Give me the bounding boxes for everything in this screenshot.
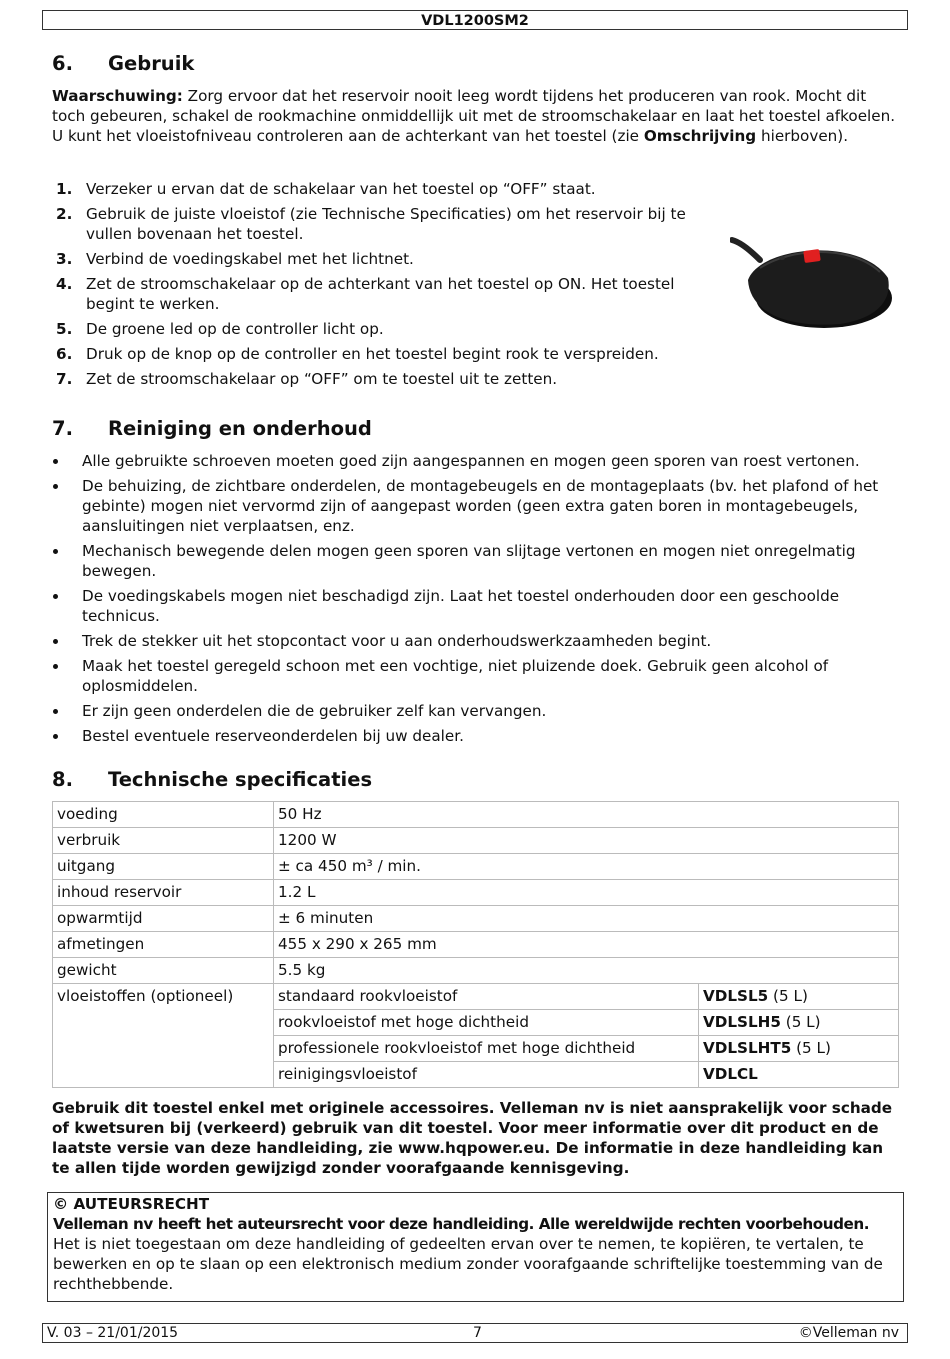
fluid-size: (5 L) <box>768 987 808 1005</box>
spec-label: afmetingen <box>53 932 274 958</box>
list-item <box>52 586 902 626</box>
spec-value: 455 x 290 x 265 mm <box>274 932 899 958</box>
spec-value: 1200 W <box>274 828 899 854</box>
fluid-code: VDLSLHT5 <box>703 1039 792 1057</box>
bullet-icon <box>53 664 58 669</box>
warning-ref: Omschrijving <box>643 127 757 145</box>
step-text: Zet de stroomschakelaar op de achterkant van het toestel op ON. Het toestel begint te werken. <box>86 275 675 313</box>
section-7-heading <box>52 417 372 441</box>
bullet-icon <box>53 594 58 599</box>
list-item <box>52 249 702 269</box>
spec-label: inhoud reservoir <box>53 880 274 906</box>
step-number: 6. <box>56 345 73 363</box>
list-item <box>52 656 902 696</box>
spec-label: gewicht <box>53 958 274 984</box>
warning-label: Waarschuwing: <box>52 87 183 105</box>
fluid-code-cell <box>699 984 899 1010</box>
step-number: 2. <box>56 205 73 223</box>
bullet-text: Er zijn geen onderdelen die de gebruiker zelf kan vervangen. <box>82 702 547 720</box>
accessories-notice: Gebruik dit toestel enkel met originele accessoires. Velleman nv is niet aansprakelijk voor schade of kwetsuren bij (verkeerd) gebruik van dit toestel. Voor meer informatie over dit product en de laatste versie van deze handleiding, zie www.hqpower.eu. De informatie in deze handleiding kan te allen tijde worden gewijzigd zonder voorafgaande kennisgeving. <box>52 1099 893 1177</box>
list-item <box>52 701 902 721</box>
copyright-box <box>47 1192 904 1302</box>
copyright-rights: Velleman nv heeft het auteursrecht voor deze handleiding. Alle wereldwijde rechten voorbehouden. <box>53 1215 870 1233</box>
section-title: Gebruik <box>108 52 195 75</box>
spec-value: 50 Hz <box>274 802 899 828</box>
page-header <box>42 10 908 30</box>
fluid-code: VDLSLH5 <box>703 1013 781 1031</box>
list-item <box>52 179 702 199</box>
spec-value: ± ca 450 m³ / min. <box>274 854 899 880</box>
section-6-heading <box>52 52 194 76</box>
step-number: 1. <box>56 180 73 198</box>
section-number: 7. <box>52 417 73 440</box>
fluid-code: VDLCL <box>703 1065 758 1083</box>
brand-copyright: ©Velleman nv <box>798 1325 899 1341</box>
maintenance-list <box>52 451 902 751</box>
bullet-text: Mechanisch bewegende delen mogen geen sporen van slijtage vertonen en mogen niet onregelmatig bewegen. <box>82 542 856 580</box>
fluid-code: VDLSL5 <box>703 987 769 1005</box>
warning-paragraph <box>52 86 900 146</box>
step-text: Verzeker u ervan dat de schakelaar van het toestel op “OFF” staat. <box>86 180 596 198</box>
table-row <box>53 854 899 880</box>
table-row <box>53 828 899 854</box>
list-item <box>52 541 902 581</box>
bullet-icon <box>53 459 58 464</box>
step-text: Druk op de knop op de controller en het toestel begint rook te verspreiden. <box>86 345 659 363</box>
list-item <box>52 451 902 471</box>
fluid-name: rookvloeistof met hoge dichtheid <box>274 1010 699 1036</box>
bullet-text: De voedingskabels mogen niet beschadigd zijn. Laat het toestel onderhouden door een geschoolde technicus. <box>82 587 840 625</box>
section-title: Technische specificaties <box>108 768 373 791</box>
section-number: 8. <box>52 768 73 791</box>
bullet-text: De behuizing, de zichtbare onderdelen, de montagebeugels en de montageplaats (bv. het plafond of het gebinte) mogen niet vervormd zijn of aangepast worden (geen extra gaten boren in montagebeugels, aansluitingen niet verplaatsen, enz. <box>82 477 879 535</box>
list-item <box>52 631 902 651</box>
table-row <box>53 880 899 906</box>
warning-text-end: hierboven). <box>756 127 849 145</box>
fluid-code-cell <box>699 1062 899 1088</box>
copyright-body: Het is niet toegestaan om deze handleiding of gedeelten ervan over te nemen, te kopiëren, te vertalen, te bewerken en op te slaan op een elektronisch medium zonder voorafgaande schriftelijke toestemming van de rechthebbende. <box>53 1235 883 1293</box>
step-text: Zet de stroomschakelaar op “OFF” om te toestel uit te zetten. <box>86 370 558 388</box>
list-item <box>52 726 902 746</box>
step-number: 4. <box>56 275 73 293</box>
section-8-heading <box>52 768 372 792</box>
copyright-title: © AUTEURSRECHT <box>53 1195 210 1213</box>
section-number: 6. <box>52 52 73 75</box>
fluid-size: (5 L) <box>780 1013 821 1031</box>
step-number: 5. <box>56 320 73 338</box>
step-text: Verbind de voedingskabel met het lichtnet. <box>86 250 414 268</box>
bullet-icon <box>53 639 58 644</box>
list-item <box>52 204 702 244</box>
model-code: VDL1200SM2 <box>421 13 529 29</box>
fluid-name: reinigingsvloeistof <box>274 1062 699 1088</box>
list-item <box>52 476 902 536</box>
page-footer <box>42 1323 908 1343</box>
step-number: 7. <box>56 370 73 388</box>
spec-label: uitgang <box>53 854 274 880</box>
list-item <box>52 274 702 314</box>
spec-label: opwarmtijd <box>53 906 274 932</box>
spec-table <box>52 801 899 1088</box>
spec-value: ± 6 minuten <box>274 906 899 932</box>
controller-image <box>730 228 895 338</box>
bullet-icon <box>53 484 58 489</box>
spec-label: vloeistoffen (optioneel) <box>53 984 274 1088</box>
list-item <box>52 344 702 364</box>
bullet-icon <box>53 709 58 714</box>
bullet-text: Alle gebruikte schroeven moeten goed zijn aangespannen en mogen geen sporen van roest vertonen. <box>82 452 860 470</box>
bullet-icon <box>53 549 58 554</box>
fluid-code-cell <box>699 1036 899 1062</box>
table-row <box>53 906 899 932</box>
page-number: 7 <box>473 1325 482 1341</box>
list-item <box>52 369 702 389</box>
table-row <box>53 958 899 984</box>
spec-label: verbruik <box>53 828 274 854</box>
step-number: 3. <box>56 250 73 268</box>
bullet-text: Trek de stekker uit het stopcontact voor u aan onderhoudswerkzaamheden begint. <box>82 632 712 650</box>
spec-value: 5.5 kg <box>274 958 899 984</box>
bullet-icon <box>53 734 58 739</box>
bullet-text: Bestel eventuele reserveonderdelen bij uw dealer. <box>82 727 464 745</box>
step-text: De groene led op de controller licht op. <box>86 320 384 338</box>
spec-value: 1.2 L <box>274 880 899 906</box>
section-title: Reiniging en onderhoud <box>108 417 372 440</box>
fluid-name: professionele rookvloeistof met hoge dichtheid <box>274 1036 699 1062</box>
usage-steps <box>52 179 702 394</box>
fluid-name: standaard rookvloeistof <box>274 984 699 1010</box>
version-date: V. 03 – 21/01/2015 <box>47 1325 179 1341</box>
table-row <box>53 984 899 1010</box>
fluid-size: (5 L) <box>791 1039 831 1057</box>
table-row <box>53 802 899 828</box>
spec-label: voeding <box>53 802 274 828</box>
list-item <box>52 319 702 339</box>
table-row <box>53 932 899 958</box>
bullet-text: Maak het toestel geregeld schoon met een vochtige, niet pluizende doek. Gebruik geen alcohol of oplosmiddelen. <box>82 657 829 695</box>
warning-text: Zorg ervoor dat het reservoir nooit leeg wordt tijdens het produceren van rook. Mocht dit toch gebeuren, schakel de rookmachine onmiddellijk uit met de stroomschakelaar en laat het toestel afkoelen. U kunt het vloeistofniveau controleren aan de achterkant van het toestel (zie <box>52 87 896 145</box>
fluid-code-cell <box>699 1010 899 1036</box>
step-text: Gebruik de juiste vloeistof (zie Technische Specificaties) om het reservoir bij te vullen bovenaan het toestel. <box>86 205 686 243</box>
